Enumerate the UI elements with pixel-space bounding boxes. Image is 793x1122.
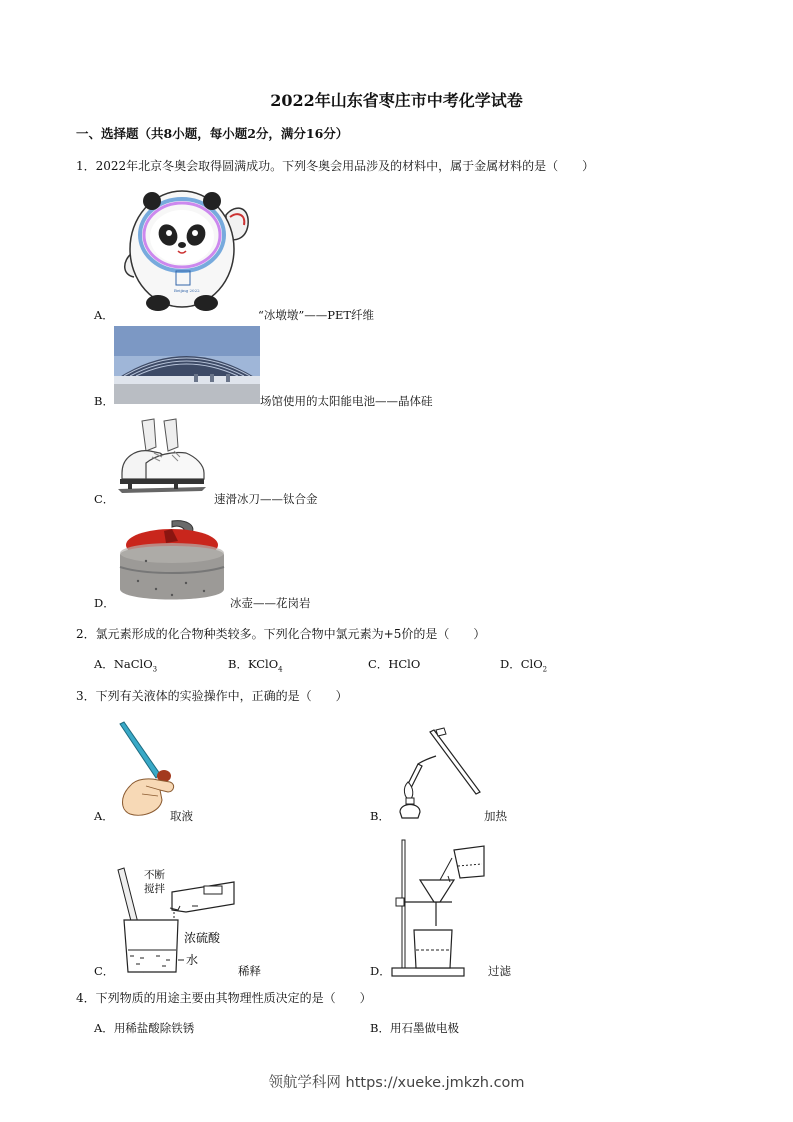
q3-option-a-label: A． [94, 809, 114, 823]
q1-option-b-text: 场馆使用的太阳能电池——晶体硅 [260, 394, 433, 408]
question-4-stem: 4．下列物质的用途主要由其物理性质决定的是（ ） [76, 991, 372, 1005]
acid-label: 浓硫酸 [184, 931, 221, 945]
stir-label-2: 搅拌 [144, 883, 165, 895]
q1-option-c-label: C． [94, 492, 115, 506]
dilution-diagram-image [116, 866, 246, 976]
q3-option-d-label: D． [370, 964, 391, 978]
q1-option-c-text: 速滑冰刀——钛合金 [214, 492, 318, 506]
q1-option-b-label: B． [94, 394, 114, 408]
stadium-image [114, 326, 260, 404]
q3-option-d-text: 过滤 [488, 964, 511, 978]
q1-option-a-label: A． [94, 308, 114, 322]
question-1-stem: 1．2022年北京冬奥会取得圆满成功。下列冬奥会用品涉及的材料中，属于金属材料的是（ ） [76, 159, 595, 173]
q2-option-c: C．HClO [368, 657, 421, 671]
water-label: 水 [186, 953, 199, 967]
q3-option-b-text: 加热 [484, 809, 507, 823]
stir-label-1: 不断 [144, 869, 165, 881]
q1-option-d-label: D． [94, 596, 115, 610]
q3-option-c-text: 稀释 [238, 964, 261, 978]
section-heading: 一、选择题（共8小题，每小题2分，满分16分） [76, 126, 349, 141]
footer-watermark: 领航学科网 https://xueke.jmkzh.com [268, 1075, 525, 1091]
q3-option-b-label: B． [370, 809, 390, 823]
q2-option-d: D．ClO$_2$ [500, 657, 548, 674]
svg-text:Beijing 2022: Beijing 2022 [174, 288, 200, 293]
question-2-stem: 2．氯元素形成的化合物种类较多。下列化合物中氯元素为+5价的是（ ） [76, 627, 486, 641]
speed-skate-image [116, 417, 208, 499]
q3-option-c-label: C． [94, 964, 115, 978]
curling-stone-image [116, 519, 228, 607]
q2-option-a: A．NaClO$_3$ [94, 657, 158, 674]
q1-option-a-text: “冰墩墩”——PET纤维 [258, 308, 375, 322]
filtration-apparatus-image [388, 836, 492, 978]
heating-test-tube-image [396, 726, 488, 822]
q4-option-a: A．用稀盐酸除铁锈 [94, 1021, 195, 1035]
bing-dwen-dwen-image [118, 183, 254, 313]
q2-option-b: B．KClO$_4$ [228, 657, 283, 674]
question-3-stem: 3．下列有关液体的实验操作中，正确的是（ ） [76, 689, 348, 703]
page-title: 2022年山东省枣庄市中考化学试卷 [270, 91, 523, 110]
q4-option-b: B．用石墨做电极 [370, 1021, 459, 1035]
q3-option-a-text: 取液 [170, 809, 193, 823]
dropper-taking-liquid-image [116, 720, 186, 820]
q1-option-d-text: 冰壶——花岗岩 [230, 596, 311, 610]
